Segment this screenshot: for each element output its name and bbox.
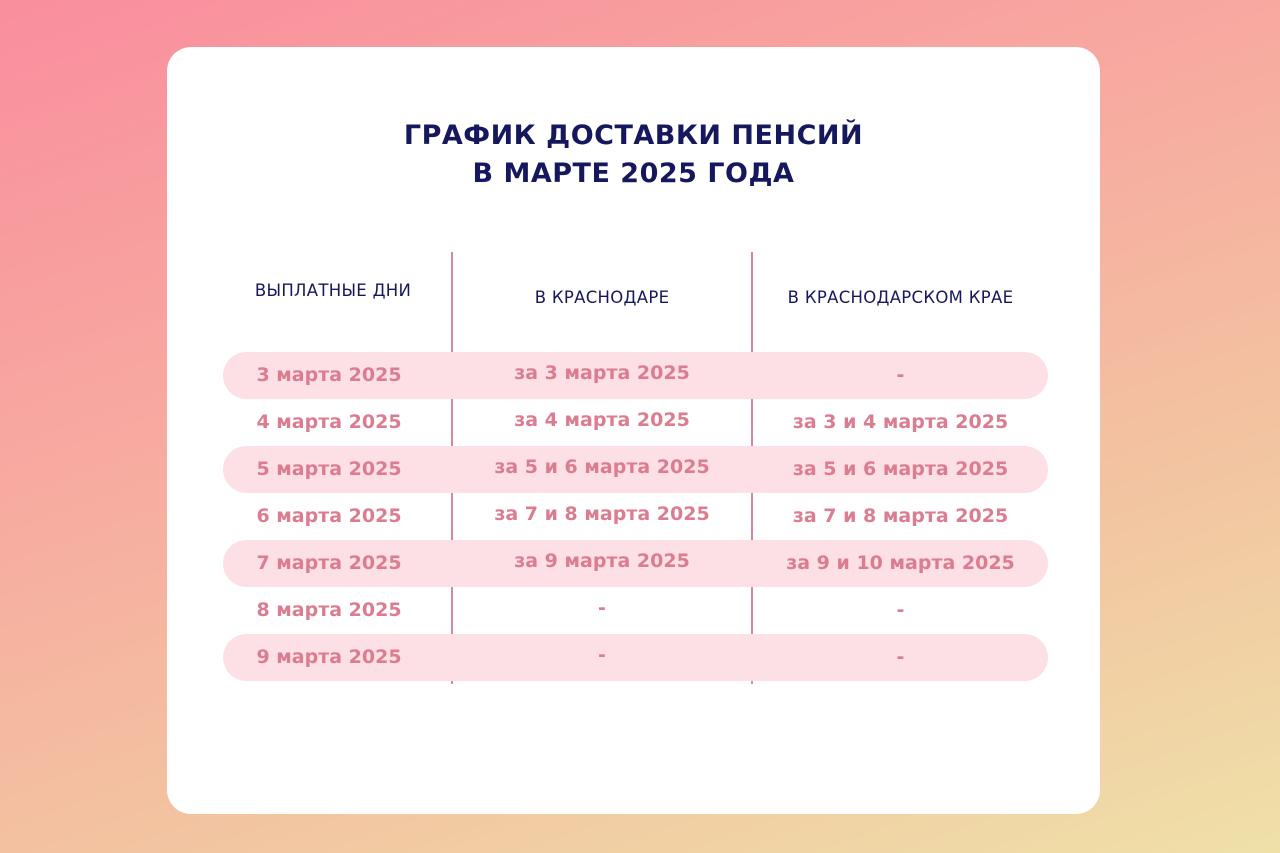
cell-payment-day: 7 марта 2025 bbox=[256, 552, 402, 574]
cell-krasnodar: за 5 и 6 марта 2025 bbox=[494, 456, 710, 478]
cell-region: за 5 и 6 марта 2025 bbox=[792, 458, 1009, 480]
schedule-card bbox=[167, 47, 1100, 814]
page-title bbox=[167, 117, 1100, 193]
cell-payment-day: 9 марта 2025 bbox=[256, 646, 402, 668]
cell-region: - bbox=[896, 364, 905, 386]
cell-region: за 3 и 4 марта 2025 bbox=[792, 411, 1009, 433]
table-row bbox=[223, 399, 1048, 446]
table-row bbox=[223, 540, 1048, 587]
cell-region: за 9 и 10 марта 2025 bbox=[786, 552, 1015, 574]
schedule-table bbox=[223, 252, 1048, 682]
cell-krasnodar: - bbox=[598, 597, 606, 619]
cell-krasnodar: за 9 марта 2025 bbox=[514, 550, 690, 572]
cell-krasnodar: за 7 и 8 марта 2025 bbox=[494, 503, 710, 525]
table-row bbox=[223, 446, 1048, 493]
table-body bbox=[223, 352, 1048, 681]
cell-region: за 7 и 8 марта 2025 bbox=[792, 505, 1009, 527]
header-payment-days: ВЫПЛАТНЫЕ ДНИ bbox=[254, 281, 412, 300]
header-krasnodar: В КРАСНОДАРЕ bbox=[534, 288, 670, 307]
cell-payment-day: 3 марта 2025 bbox=[256, 364, 402, 386]
table-row bbox=[223, 587, 1048, 634]
cell-region: - bbox=[896, 646, 905, 668]
table-row bbox=[223, 634, 1048, 681]
table-row bbox=[223, 493, 1048, 540]
header-krasnodar-region: В КРАСНОДАРСКОМ КРАЕ bbox=[787, 288, 1014, 307]
cell-krasnodar: - bbox=[598, 644, 606, 666]
cell-payment-day: 4 марта 2025 bbox=[256, 411, 402, 433]
cell-region: - bbox=[896, 599, 905, 621]
table-row bbox=[223, 352, 1048, 399]
cell-payment-day: 5 марта 2025 bbox=[256, 458, 402, 480]
cell-payment-day: 6 марта 2025 bbox=[256, 505, 402, 527]
cell-krasnodar: за 3 марта 2025 bbox=[514, 362, 690, 384]
title-line-1: ГРАФИК ДОСТАВКИ ПЕНСИЙ bbox=[403, 120, 864, 151]
cell-payment-day: 8 марта 2025 bbox=[256, 599, 402, 621]
cell-krasnodar: за 4 марта 2025 bbox=[514, 409, 690, 431]
title-line-2: В МАРТЕ 2025 ГОДА bbox=[472, 158, 795, 189]
